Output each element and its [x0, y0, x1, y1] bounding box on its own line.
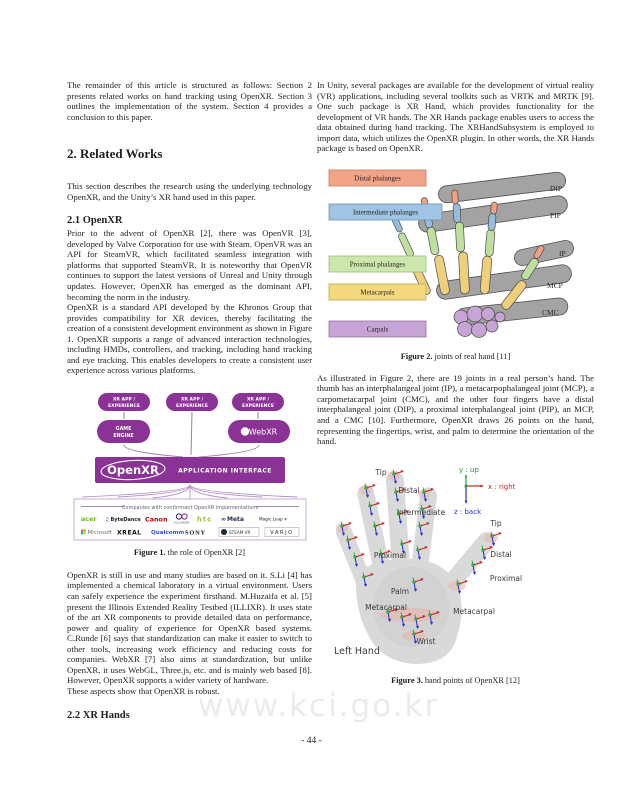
figure-1 [67, 393, 312, 558]
svg-text:WebXR: WebXR [248, 427, 277, 437]
kci-watermark: www.kci.go.kr [198, 688, 440, 724]
svg-text:EXPERIENCE: EXPERIENCE [175, 403, 208, 409]
section-2-intro-paragraph: This section describes the research using the underlying technology OpenXR, and the Unity’s XR hand used in this paper. [67, 181, 312, 202]
pip-label: PIP [549, 210, 561, 220]
svg-text:Microsoft: Microsoft [87, 529, 112, 536]
bone-legend [329, 170, 442, 337]
htc-logo: htc [196, 515, 212, 524]
paragraph-openxr-standard: OpenXR is a standard API developed by the Khronos Group that provides compatibility for XR devices, thereby facilitating the creation of a consistent development environment as shown in Figure 1. OpenXR supports a range of advanced interaction technologies, including HMDs, controllers, and tracking, including hand tracking and eye tracking. This enables developers to create a consistent user experience across various platforms. [67, 302, 312, 376]
palm-label: Palm [390, 586, 409, 596]
thumb-proximal-label: Proximal [489, 573, 522, 583]
figure-3-caption: Figure 3. hand points of OpenXR [12] [391, 675, 520, 685]
figure-1-caption: Figure 1. the role of OpenXR [2] [133, 547, 246, 557]
fanout-lines [83, 485, 297, 498]
intermediate-label: Intermediate [396, 507, 445, 517]
svg-text:STEAM VR: STEAM VR [228, 529, 250, 535]
svg-text:EXPERIENCE: EXPERIENCE [241, 403, 274, 409]
metacarpals-label: Metacarpals [359, 288, 395, 297]
varjo-logo [265, 527, 299, 536]
figure-1-diagram [73, 393, 307, 541]
thumb-distal-label: Distal [489, 549, 512, 559]
steam-icon [221, 529, 227, 535]
section-2-heading: 2. Related Works [67, 146, 163, 162]
page-number: - 44 - [301, 736, 322, 746]
figure-3-diagram [326, 462, 586, 669]
xreal-logo: XREAL [116, 529, 141, 537]
proximal-phalanges-label: Proximal phalanges [349, 260, 405, 269]
svg-text:COLLABORA: COLLABORA [173, 521, 189, 525]
distal-label: Distal [397, 485, 420, 495]
svg-text:VARJO: VARJO [269, 529, 294, 536]
joint-ribbons [417, 171, 575, 326]
paragraph-openvr: Prior to the advent of OpenXR [2], there was OpenVR [3], developed by Valve Corporation for use with Steam. OpenVR was an API for SteamVR, which facilitated seamless integration with platforms that supported SteamVR. It is noteworthy that OpenVR continues to support the latest versions of Unreal and Unity through updates. However, OpenXR has emerged as the dominant API, becoming the norm in the industry. [67, 228, 312, 302]
bytedance-note-icon: ♫ [104, 516, 109, 523]
proximal-label: Proximal [373, 550, 406, 560]
svg-text:XR APP /: XR APP / [180, 397, 203, 403]
distal-phalanges-label: Distal phalanges [353, 174, 401, 183]
intro-paragraph: The remainder of this article is structured as follows: Section 2 presents related works on hand tracking using OpenXR. Section 3 outlines the implementation of the system. Section 4 provides a conclusion to this paper. [67, 80, 312, 122]
steamvr-logo [219, 527, 259, 536]
application-interface-label: APPLICATION INTERFACE [177, 467, 272, 475]
sony-logo: SONY [184, 529, 206, 537]
companies-header: Companies with conformant OpenXR implementations [121, 504, 258, 511]
companies-box [74, 499, 306, 540]
thumb-metacarpal-label: Metacarpal [452, 606, 495, 616]
tip-label: Tip [374, 467, 387, 477]
left-hand-label: Left Hand [333, 645, 380, 657]
svg-text:EXPERIENCE: EXPERIENCE [107, 403, 140, 409]
qualcomm-logo: Qualcomm [150, 529, 184, 536]
section-2-2-heading: 2.2 XR Hands [67, 709, 130, 721]
thumb-tip-label: Tip [489, 518, 502, 528]
acer-logo: acer [80, 514, 97, 523]
section-2-1-heading: 2.1 OpenXR [67, 215, 123, 227]
paragraph-hand-joints: As illustrated in Figure 2, there are 19 joints in a real person’s hand. The thumb has an interphalangeal joint (IP), a metacarpophalangeal joint (MCP), a carpometacarpal joint (CMC), and the other four fingers have a distal interphalangeal joint (DIP), a proximal interphalangeal joint (PIP), an MCP, and a CMC [10]. Furthermore, OpenXR draws 26 points on the hand, representing the fingertips, wrist, and palm to determine the orientation of the hand. [317, 372, 594, 447]
svg-text:ENGINE: ENGINE [112, 433, 134, 439]
openxr-logo-text: OpenXR [106, 462, 159, 477]
svg-text:XR APP /: XR APP / [112, 397, 135, 403]
intermediate-phalanges-label: Intermediate phalanges [352, 208, 418, 217]
canon-logo: Canon [144, 515, 167, 524]
figure-3 [317, 462, 594, 686]
left-column [67, 80, 312, 723]
magicleap-star-icon: ✳ [283, 516, 287, 522]
carpals-label: Carpals [366, 325, 388, 334]
axis-z-label: z : back [453, 507, 481, 516]
figure-2-caption: Figure 2. joints of real hand [11] [400, 351, 511, 361]
game-engine-pill [97, 420, 150, 443]
bytedance-logo: ♫ByteDance [104, 516, 141, 523]
axis-y-label: y : up [458, 465, 479, 474]
paragraph-unity-packages: In Unity, several packages are available for the development of virtual reality (VR) applications, including several toolkits such as VRTK and MRTK [9]. One such package is XR Hand, which provides functionality for the development of VR hands. The XR Hands package enables users to access the data obtained during hand tracking. The XRHandSubsystem is employed to import data, which utilizes the OpenXR plugin. In other words, the XR Hands package is based on OpenXR. [317, 80, 594, 154]
xr-app-pill-2 [166, 393, 218, 411]
svg-text:GAME: GAME [115, 426, 131, 432]
cmc-label: CMC [541, 307, 559, 317]
axis-x-label: x : right [487, 482, 515, 491]
axis-legend [454, 466, 516, 516]
xr-app-pill-3 [232, 393, 284, 411]
paragraph-openxr-studies: OpenXR is still in use and many studies are based on it. S.Li [4] has implemented a chemical laboratory in a virtual environment. Users can safely experience the experiment firsthand. M.Huzaifa et al. [5] present the Illinois Extended Reality Testbed (ILLIXR). It uses state of the art XR components to provide detailed data on performance, power and quality of experience for OpenXR based systems. C.Runde [6] says that standardization can make it easier to switch to other tools, increasing work efficiency and reducing costs for companies. WebXR [7] also aims at standardization, but unlike OpenXR, it uses WebGL, Three.js, etc. and is mainly web based [8]. However, OpenXR supports a wider variety of hardware. [67, 569, 312, 686]
xr-app-pill-1 [98, 393, 150, 411]
openxr-interface-bar [95, 457, 285, 483]
meta-infinity-icon: ∞ [220, 515, 226, 523]
right-column [317, 80, 594, 686]
figure-2-diagram [318, 165, 594, 345]
metacarpal-label: Metacarpal [364, 602, 407, 612]
ip-label: IP [558, 248, 566, 258]
figure-2 [317, 165, 594, 362]
paragraph-openxr-robust: These aspects show that OpenXR is robust. [67, 685, 220, 696]
svg-text:XR APP /: XR APP / [246, 397, 269, 403]
webxr-pill [228, 420, 290, 443]
mcp-label: MCP [546, 280, 563, 290]
wrist-label: Wrist [415, 636, 436, 646]
meta-logo: ∞Meta [220, 515, 244, 523]
dip-label: DIP [549, 183, 562, 193]
magicleap-logo: Magic Leap✳ [258, 516, 287, 522]
